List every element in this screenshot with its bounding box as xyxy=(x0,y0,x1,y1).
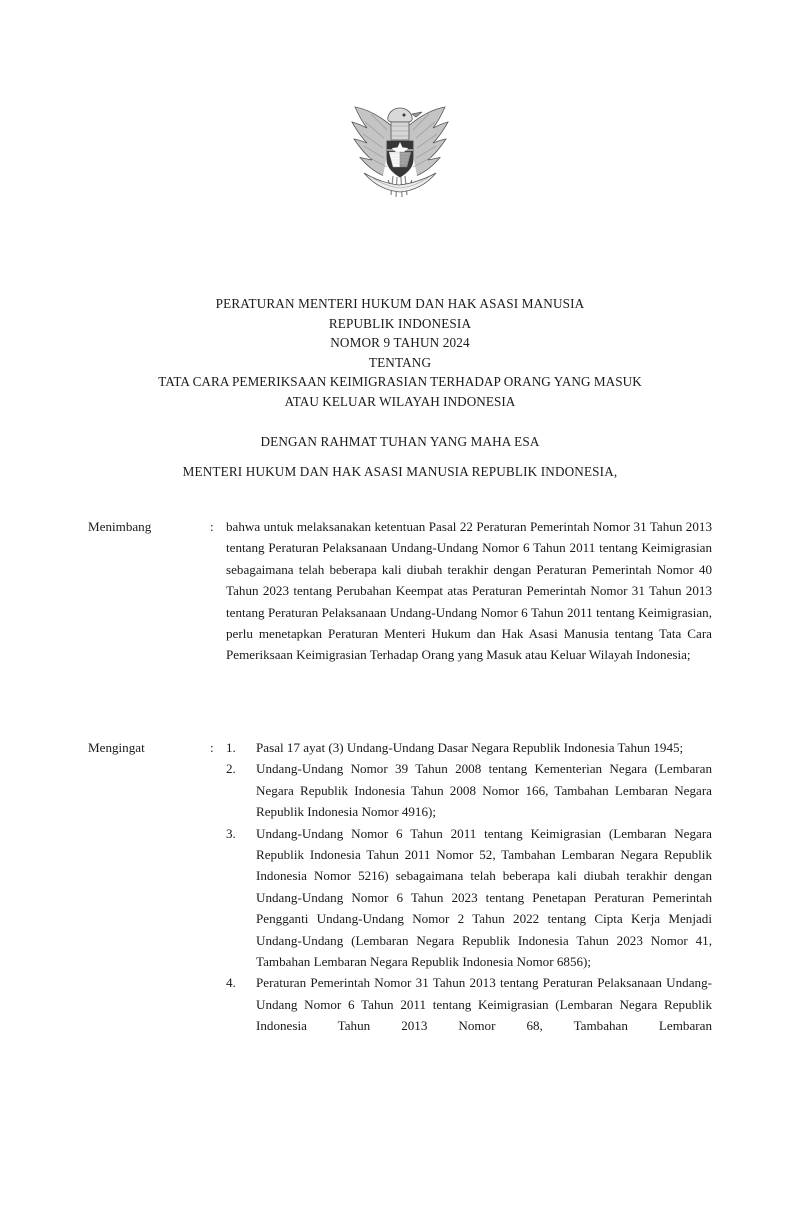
invocation-line: DENGAN RAHMAT TUHAN YANG MAHA ESA xyxy=(260,434,540,449)
clause-mengingat-label: Mengingat xyxy=(88,740,145,755)
document-title-block xyxy=(80,294,720,412)
issuing-authority-line: MENTERI HUKUM DAN HAK ASASI MANUSIA REPUBLIK INDONESIA, xyxy=(182,464,618,479)
clause-menimbang-text: bahwa untuk melaksanakan ketentuan Pasal 22 Peraturan Pemerintah Nomor 31 Tahun 2013 tentang Peraturan Pelaksanaan Undang-Undang Nomor 6 Tahun 2011 tentang Keimigrasian sebagaimana telah beberapa kali diubah terakhir dengan Peraturan Pemerintah Nomor 40 Tahun 2023 tentang Perubahan Keempat atas Peraturan Pemerintah Nomor 31 Tahun 2013 tentang Peraturan Pelaksanaan Undang-Undang Nomor 6 Tahun 2011 tentang Keimigrasian, perlu menetapkan Peraturan Menteri Hukum dan Hak Asasi Manusia tentang Tata Cara Pemeriksaan Keimigrasian Terhadap Orang yang Masuk atau Keluar Wilayah Indonesia; xyxy=(226,519,712,663)
mengingat-list xyxy=(226,737,712,1037)
clause-mengingat xyxy=(88,737,712,1037)
clause-menimbang-body xyxy=(226,516,712,666)
clause-mengingat-colon: : xyxy=(210,740,214,755)
list-item-marker: 4. xyxy=(226,975,236,991)
list-item-text: Undang-Undang Nomor 39 Tahun 2008 tentang Kementerian Negara (Lembaran Negara Republik Indonesia Tahun 2008 Nomor 166, Tambahan Lembaran Negara Republik Indonesia Nomor 4916); xyxy=(256,761,712,820)
title-line-tentang: TENTANG xyxy=(368,354,432,370)
title-line-subject-2: ATAU KELUAR WILAYAH INDONESIA xyxy=(284,393,516,409)
list-item-text: Pasal 17 ayat (3) Undang-Undang Dasar Negara Republik Indonesia Tahun 1945; xyxy=(256,740,684,755)
list-item-marker: 3. xyxy=(226,825,236,841)
list-item xyxy=(226,737,712,758)
title-line-republic: REPUBLIK INDONESIA xyxy=(328,315,472,331)
title-line-ministry: PERATURAN MENTERI HUKUM DAN HAK ASASI MANUSIA xyxy=(215,296,585,311)
title-line-number: NOMOR 9 TAHUN 2024 xyxy=(330,335,470,351)
list-item-text: Peraturan Pemerintah Nomor 31 Tahun 2013 tentang Peraturan Pelaksanaan Undang-Undang Nomor 6 Tahun 2011 tentang Keimigrasian (Lembaran Negara Republik Indonesia Tahun 2013 Nomor 68, Tambahan Lembaran xyxy=(256,975,712,1034)
emblem-container xyxy=(0,92,800,209)
list-item xyxy=(226,972,712,1036)
list-item xyxy=(226,823,712,973)
list-item-marker: 2. xyxy=(226,761,236,777)
title-line-subject-1: TATA CARA PEMERIKSAAN KEIMIGRASIAN TERHADAP ORANG YANG MASUK xyxy=(158,374,642,390)
clause-mengingat-body xyxy=(226,737,712,1037)
clause-menimbang xyxy=(88,516,712,666)
clause-menimbang-colon: : xyxy=(210,519,214,534)
clause-menimbang-label: Menimbang xyxy=(88,519,152,534)
list-item-text: Undang-Undang Nomor 6 Tahun 2011 tentang Keimigrasian (Lembaran Negara Republik Indonesia Tahun 2011 Nomor 52, Tambahan Lembaran Negara Republik Indonesia Nomor 5216) sebagaimana telah beberapa kali diubah terakhir dengan Undang-Undang Nomor 6 Tahun 2023 tentang Penetapan Peraturan Pemerintah Pengganti Undang-Undang Nomor 2 Tahun 2022 tentang Cipta Kerja Menjadi Undang-Undang (Lembaran Negara Republik Indonesia Tahun 2023 Nomor 41, Tambahan Lembaran Negara Republik Indonesia Nomor 6856); xyxy=(256,825,712,970)
list-item-marker: 1. xyxy=(226,740,236,755)
garuda-pancasila-emblem xyxy=(341,92,459,204)
list-item xyxy=(226,758,712,822)
